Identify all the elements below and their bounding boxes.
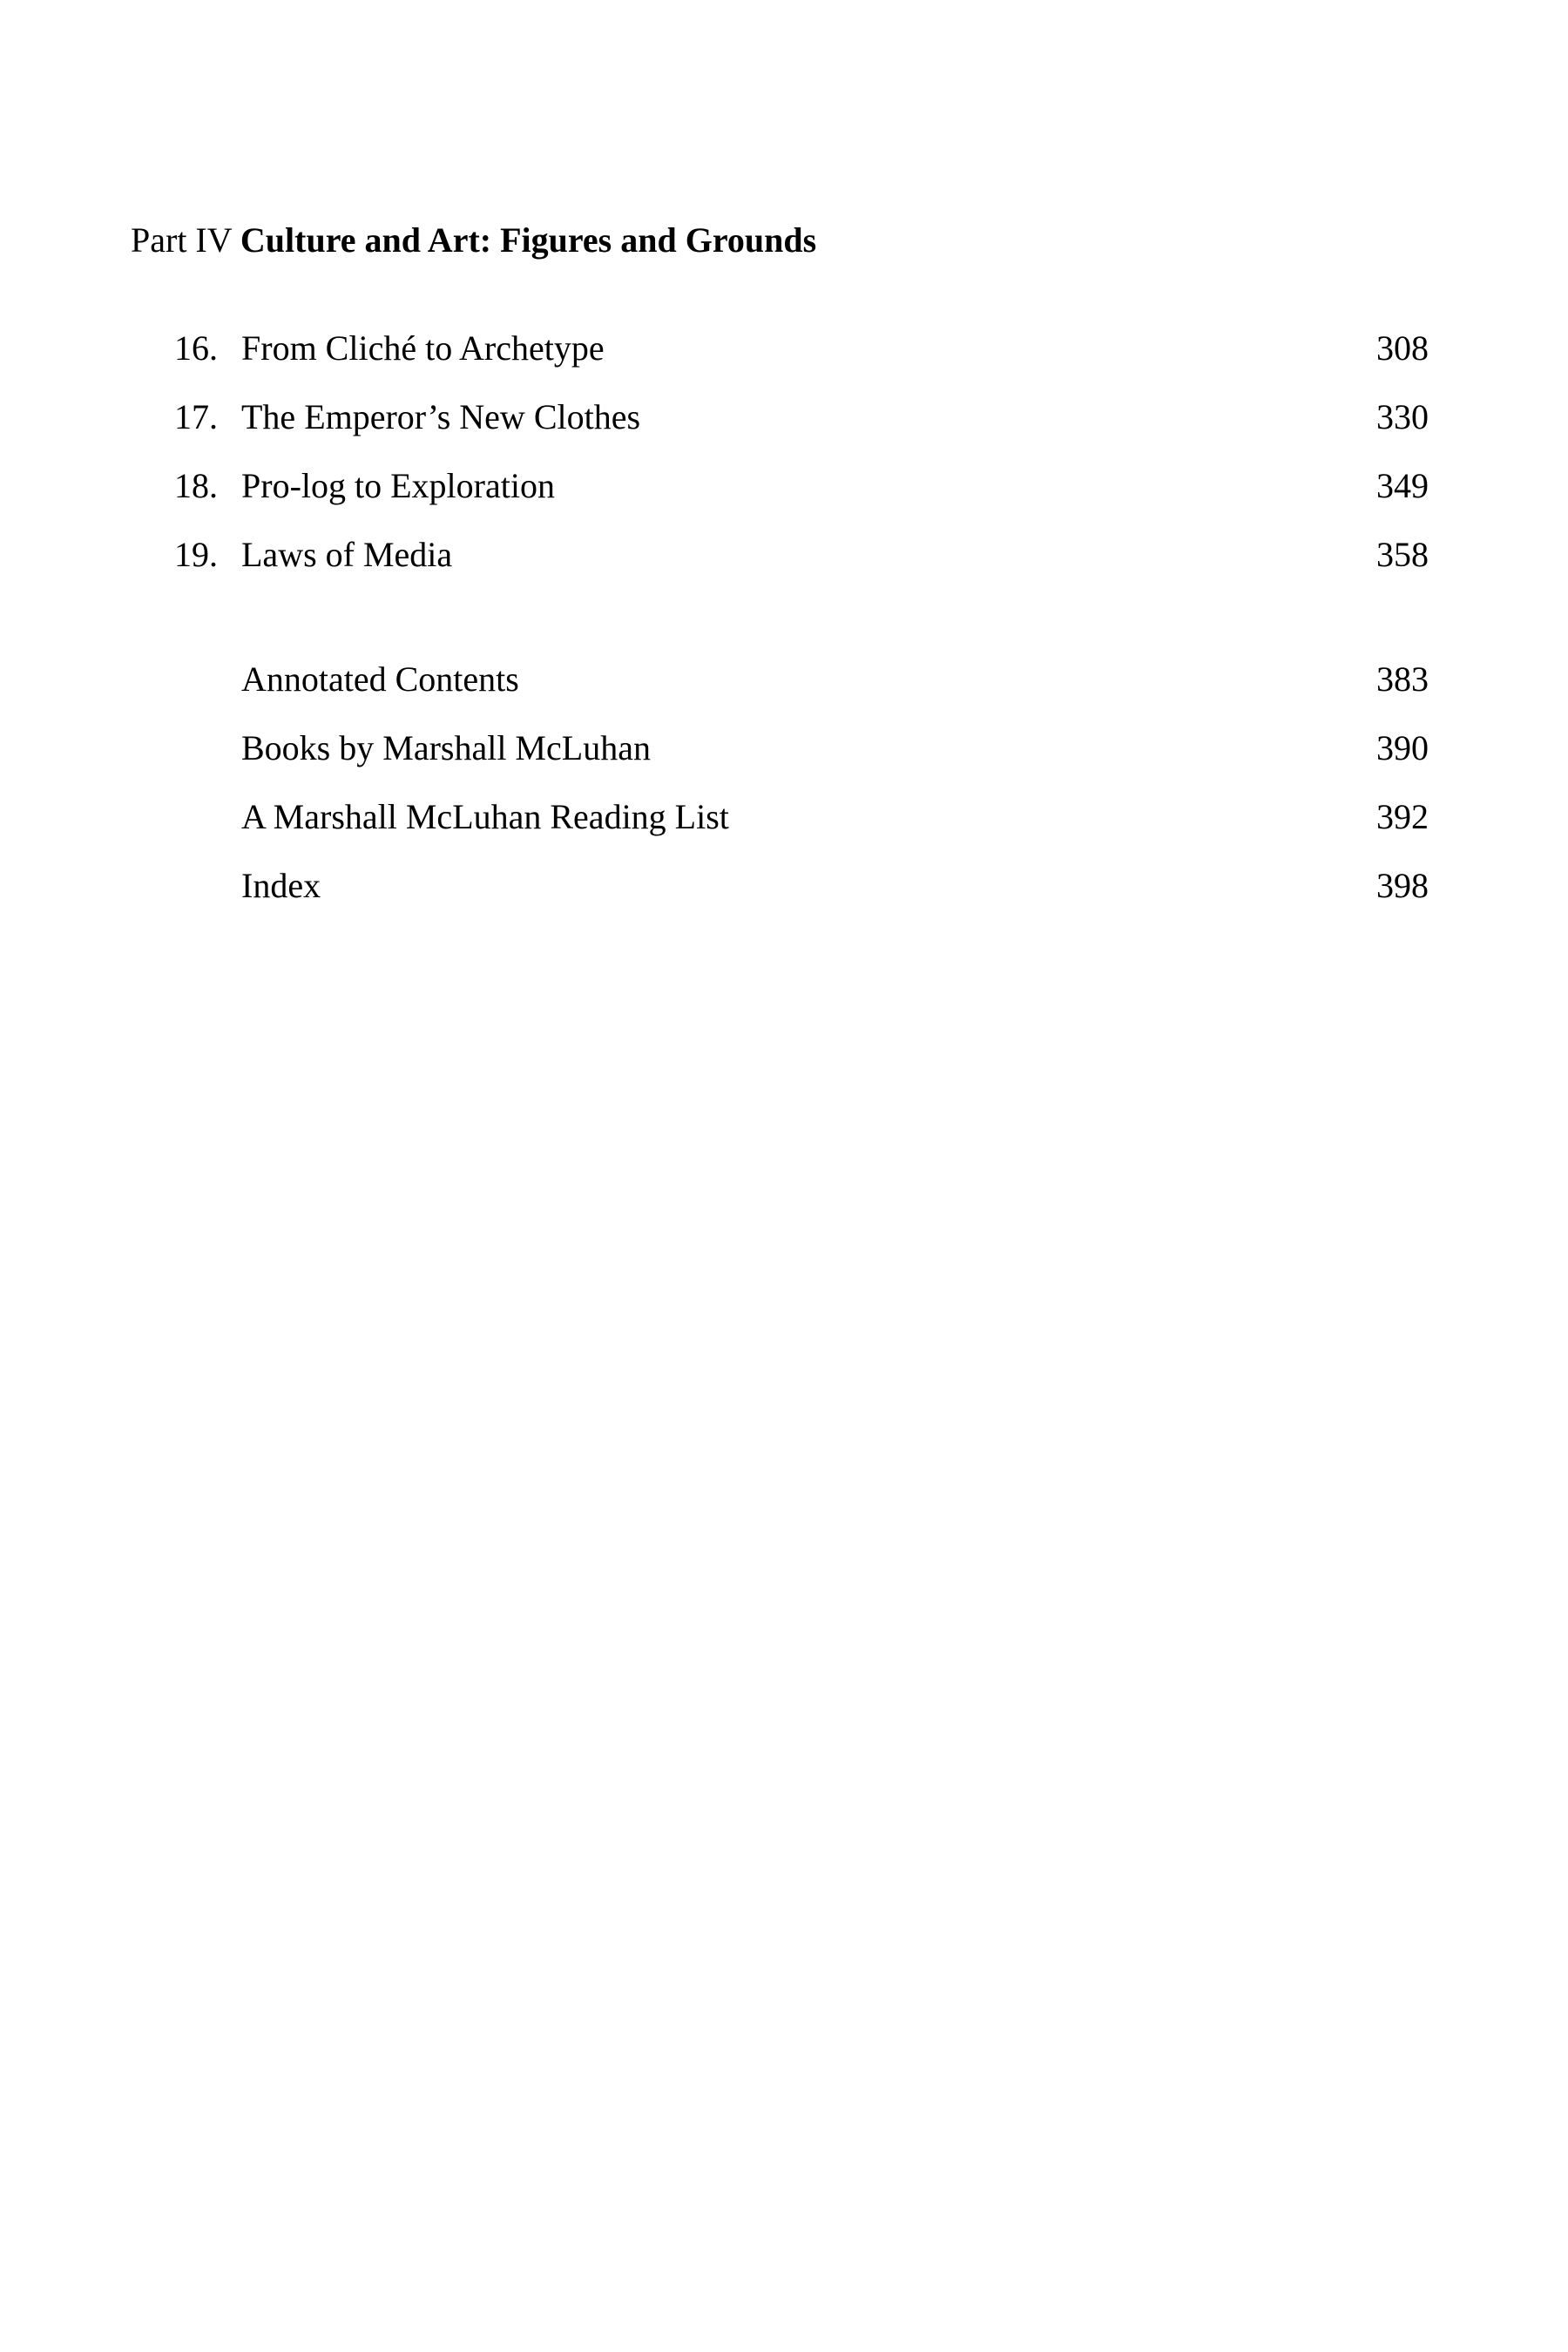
page-number: 330 [1376, 397, 1429, 436]
toc-entry-annotated-contents[interactable] [0, 653, 1568, 706]
page-number: 390 [1376, 728, 1429, 767]
part-heading [131, 214, 816, 267]
chapter-title: Laws of Media [241, 535, 453, 574]
chapter-number: 16. [174, 328, 218, 368]
toc-entry-index[interactable] [0, 860, 1568, 912]
part-title: Culture and Art: Figures and Grounds [240, 220, 817, 260]
toc-entry-reading-list[interactable] [0, 791, 1568, 843]
back-matter-title: Annotated Contents [241, 659, 519, 699]
chapter-title: From Cliché to Archetype [241, 328, 605, 368]
page-number: 392 [1376, 797, 1429, 836]
chapter-title: The Emperor’s New Clothes [241, 397, 641, 436]
page-number: 398 [1376, 866, 1429, 905]
toc-entry-books-by-mcluhan[interactable] [0, 722, 1568, 774]
toc-entry-chapter-17[interactable] [0, 391, 1568, 443]
page-number: 358 [1376, 535, 1429, 574]
chapter-number: 18. [174, 466, 218, 505]
toc-entry-chapter-19[interactable] [0, 529, 1568, 581]
page-number: 383 [1376, 659, 1429, 699]
chapter-title: Pro-log to Exploration [241, 466, 555, 505]
back-matter-title: Index [241, 866, 321, 905]
back-matter-title: A Marshall McLuhan Reading List [241, 797, 729, 836]
back-matter-title: Books by Marshall McLuhan [241, 728, 651, 767]
chapter-number: 19. [174, 535, 218, 574]
toc-entry-chapter-16[interactable] [0, 322, 1568, 375]
toc-entry-chapter-18[interactable] [0, 460, 1568, 512]
page-number: 349 [1376, 466, 1429, 505]
part-label: Part IV [131, 220, 232, 260]
page-number: 308 [1376, 328, 1429, 368]
chapter-number: 17. [174, 397, 218, 436]
